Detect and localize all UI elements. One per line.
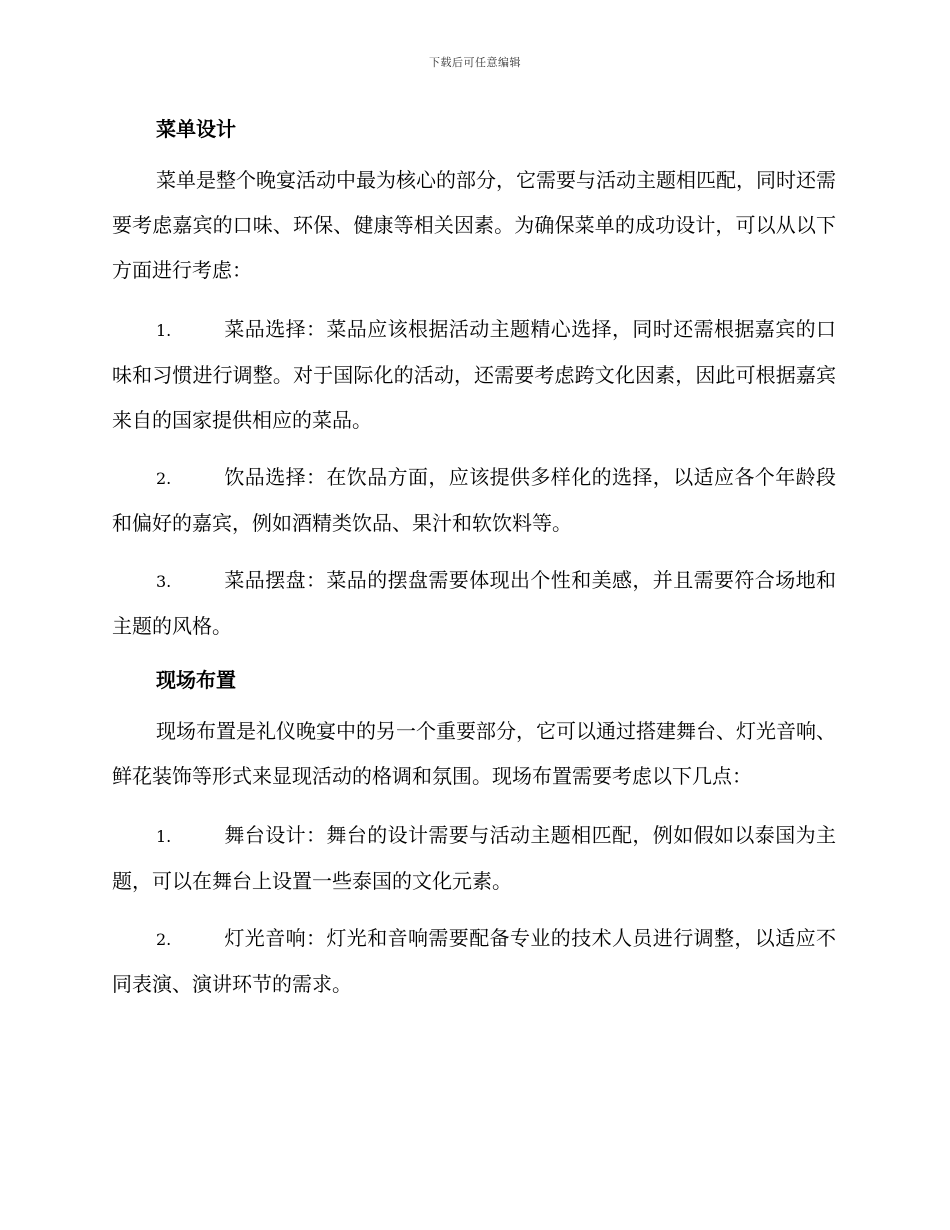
list-item bbox=[112, 558, 836, 649]
list-item-text: 舞台设计：舞台的设计需要与活动主题相匹配，例如假如以泰国为主题，可以在舞台上设置一些泰国的文化元素。 bbox=[112, 823, 836, 893]
list-item-number: 2. bbox=[156, 930, 172, 949]
list-item bbox=[112, 455, 836, 546]
document-body bbox=[112, 112, 836, 1007]
list-item-number: 2. bbox=[156, 469, 172, 488]
list-item-text: 菜品选择：菜品应该根据活动主题精心选择，同时还需根据嘉宾的口味和习惯进行调整。对于国际化的活动，还需要考虑跨文化因素，因此可根据嘉宾来自的国家提供相应的菜品。 bbox=[112, 317, 836, 432]
list-item-text: 饮品选择：在饮品方面，应该提供多样化的选择，以适应各个年龄段和偏好的嘉宾，例如酒精类饮品、果汁和软饮料等。 bbox=[112, 465, 836, 535]
list-item bbox=[112, 916, 836, 1007]
list-item-number: 3. bbox=[156, 572, 172, 591]
section-title-venue-setup: 现场布置 bbox=[156, 668, 236, 692]
list-item-number: 1. bbox=[156, 321, 172, 340]
list-item-text: 灯光音响：灯光和音响需要配备专业的技术人员进行调整，以适应不同表演、演讲环节的需求。 bbox=[112, 926, 836, 996]
section-intro-venue-setup: 现场布置是礼仪晚宴中的另一个重要部分，它可以通过搭建舞台、灯光音响、鲜花装饰等形式来显现活动的格调和氛围。现场布置需要考虑以下几点： bbox=[112, 719, 836, 788]
section-title-menu-design: 菜单设计 bbox=[156, 117, 236, 141]
page-header-note: 下载后可任意编辑 bbox=[429, 56, 521, 69]
list-item-text: 菜品摆盘：菜品的摆盘需要体现出个性和美感，并且需要符合场地和主题的风格。 bbox=[112, 568, 836, 638]
list-item-number: 1. bbox=[156, 827, 172, 846]
list-item bbox=[112, 813, 836, 904]
list-item bbox=[112, 307, 836, 443]
section-intro-menu-design: 菜单是整个晚宴活动中最为核心的部分，它需要与活动主题相匹配，同时还需要考虑嘉宾的口味、环保、健康等相关因素。为确保菜单的成功设计，可以从以下方面进行考虑： bbox=[112, 168, 836, 282]
